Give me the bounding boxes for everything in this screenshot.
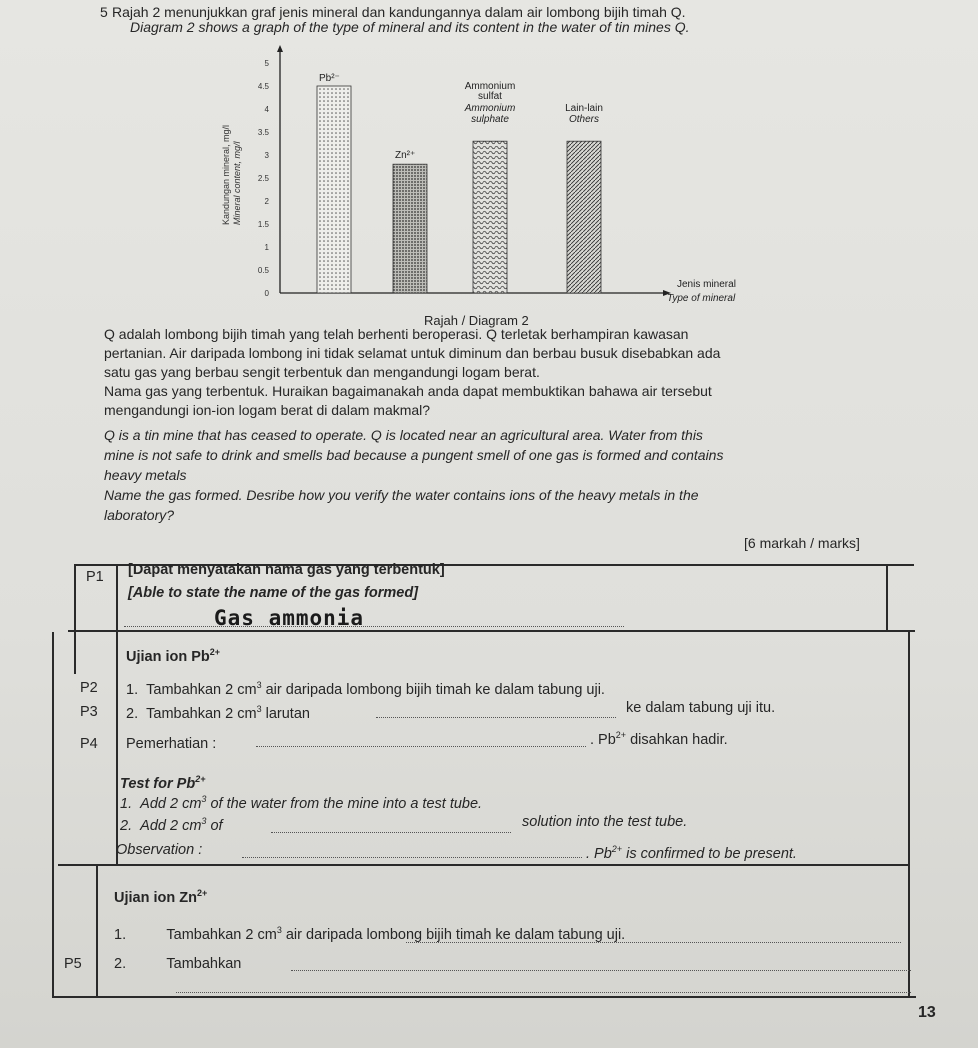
x-axis-label-malay: Jenis mineral (677, 279, 736, 290)
paragraph-malay-line: Nama gas yang terbentuk. Huraikan bagaimanakah anda dapat membuktikan bahawa air tersebut (104, 383, 712, 399)
zn-test-title-malay: Ujian ion $Zn^{2+}$ (114, 888, 208, 906)
p3-step-end: ke dalam tabung uji itu. (626, 700, 776, 716)
p3-step: 2. Tambahkan 2 $cm^3$ larutan (126, 704, 310, 722)
answer-line-p3 (376, 717, 616, 718)
en-observation: Observation : (116, 842, 203, 858)
p5-label: P5 (64, 956, 82, 972)
paragraph-english-line: heavy metals (104, 467, 187, 483)
answer-line-zn-3 (176, 992, 911, 993)
bar-label-ammonium-line: sulfat (478, 91, 502, 102)
paragraph-malay-line: mengandungi ion-ion logam berat di dalam makmal? (104, 402, 431, 418)
en-step-2-end: solution into the test tube. (522, 814, 688, 830)
chart-canvas (195, 40, 795, 340)
paragraph-malay-line: satu gas yang berbau sengit terbentuk dan mengandungi logam berat. (104, 364, 540, 380)
question-stem-malay: Rajah 2 menunjukkan graf jenis mineral dan kandungannya dalam air lombong bijih timah Q. (112, 4, 686, 20)
answer-line-zn-1 (406, 942, 901, 943)
y-tick-label: 2 (264, 197, 269, 206)
label-column-divider-lower (96, 864, 98, 996)
y-tick-label: 3 (264, 151, 269, 160)
zn-step-2: 2. Tambahkan (114, 956, 242, 972)
bar-4 (567, 141, 601, 293)
paragraph-english-line: Name the gas formed. Desribe how you verify the water contains ions of the heavy metals in the (104, 487, 699, 503)
table-left-border-lower (52, 632, 54, 997)
y-tick-label: 4.5 (257, 82, 269, 91)
y-tick-label: 4 (264, 105, 269, 114)
bar-label-zn: Zn²⁺ (395, 150, 416, 161)
bar-label-ammonium-line: sulphate (471, 114, 509, 125)
p4-observation-malay: Pemerhatian : (126, 736, 217, 752)
bar-label-others-english: Others (568, 114, 600, 125)
table-right-border (908, 632, 910, 997)
zn-step-1: 1. Tambahkan 2 $cm^3$ air daripada lombong bijih timah ke dalam tabung uji. (114, 925, 626, 943)
p1-label: P1 (86, 569, 104, 585)
p1-criterion-malay: [Dapat menyatakan nama gas yang terbentuk] (128, 562, 445, 578)
bar-2 (393, 164, 427, 293)
p1-criterion-english: [Able to state the name of the gas formed] (128, 585, 419, 601)
paragraph-malay-line: Q adalah lombong bijih timah yang telah berhenti beroperasi. Q terletak berhampiran kawasan (104, 326, 689, 342)
bar-3 (473, 141, 507, 293)
page-number: 13 (918, 1004, 936, 1021)
chart-caption: Rajah / Diagram 2 (424, 313, 529, 328)
paragraph-english-line: mine is not safe to drink and smells bad because a pungent smell of one gas is formed and contains (104, 447, 724, 463)
table-left-border (74, 564, 76, 674)
paragraph-malay-line: pertanian. Air daripada lombong ini tidak selamat untuk diminum dan berbau busuk disebabkan ada (104, 345, 721, 361)
p2-step: 1. Tambahkan 2 $cm^3$ air daripada lombong bijih timah ke dalam tabung uji. (126, 680, 605, 698)
row-divider-1 (68, 630, 915, 632)
y-tick-label: 2.5 (257, 174, 269, 183)
table-right-border-top (886, 564, 888, 630)
y-tick-label: 0 (264, 289, 269, 298)
answer-line-en-obs (242, 857, 582, 858)
question-number: 5 (100, 4, 108, 20)
y-tick-label: 1.5 (257, 220, 269, 229)
p4-label: P4 (80, 736, 98, 752)
handwritten-answer: Gas ammonia (214, 606, 365, 630)
row-divider-2 (58, 864, 910, 866)
paragraph-english-line: laboratory? (104, 507, 175, 523)
answer-line-p1 (124, 626, 624, 627)
question-stem-english: Diagram 2 shows a graph of the type of mineral and its content in the water of tin mines Q. (130, 19, 690, 35)
answer-line-en-step2 (271, 832, 511, 833)
y-tick-label: 5 (264, 59, 269, 68)
bar-1 (317, 86, 351, 293)
mineral-bar-chart (195, 40, 795, 340)
en-step-2: 2. Add 2 $cm^3$ of (120, 816, 223, 834)
label-column-divider (116, 564, 118, 864)
y-axis-label-english: Mineral content, mg/l (232, 141, 242, 225)
x-axis-label-english: Type of mineral (667, 293, 736, 304)
y-axis-label-malay: Kandungan mineral, mg/l (221, 124, 231, 225)
bar-label-ammonium-line: Ammonium (464, 81, 516, 92)
y-tick-label: 0.5 (257, 266, 269, 275)
p4-observation-end: . $Pb^{2+}$ disahkan hadir. (590, 730, 728, 748)
bar-label-others-malay: Lain-lain (565, 103, 603, 114)
bar-label-ammonium-line: Ammonium (464, 103, 516, 114)
en-step-1: 1. Add 2 $cm^3$ of the water from the mine into a test tube. (120, 794, 483, 812)
marking-scheme-table (46, 552, 916, 998)
y-axis-arrow (277, 45, 283, 52)
marks-label: [6 markah / marks] (744, 535, 860, 551)
p2-label: P2 (80, 680, 98, 696)
pb-test-title-english: Test for $Pb^{2+}$ (120, 774, 206, 792)
answer-line-zn-2 (291, 970, 911, 971)
y-tick-label: 1 (264, 243, 269, 252)
en-observation-end: . $Pb^{2+}$ is confirmed to be present. (586, 844, 797, 862)
paragraph-english-line: Q is a tin mine that has ceased to operate. Q is located near an agricultural area. Water from this (104, 427, 703, 443)
pb-test-title-malay: Ujian ion $Pb^{2+}$ (126, 647, 221, 665)
p3-label: P3 (80, 704, 98, 720)
table-bottom-border (52, 996, 916, 998)
y-tick-label: 3.5 (257, 128, 269, 137)
bar-label-pb: Pb²⁻ (319, 73, 340, 84)
answer-line-p4 (256, 746, 586, 747)
